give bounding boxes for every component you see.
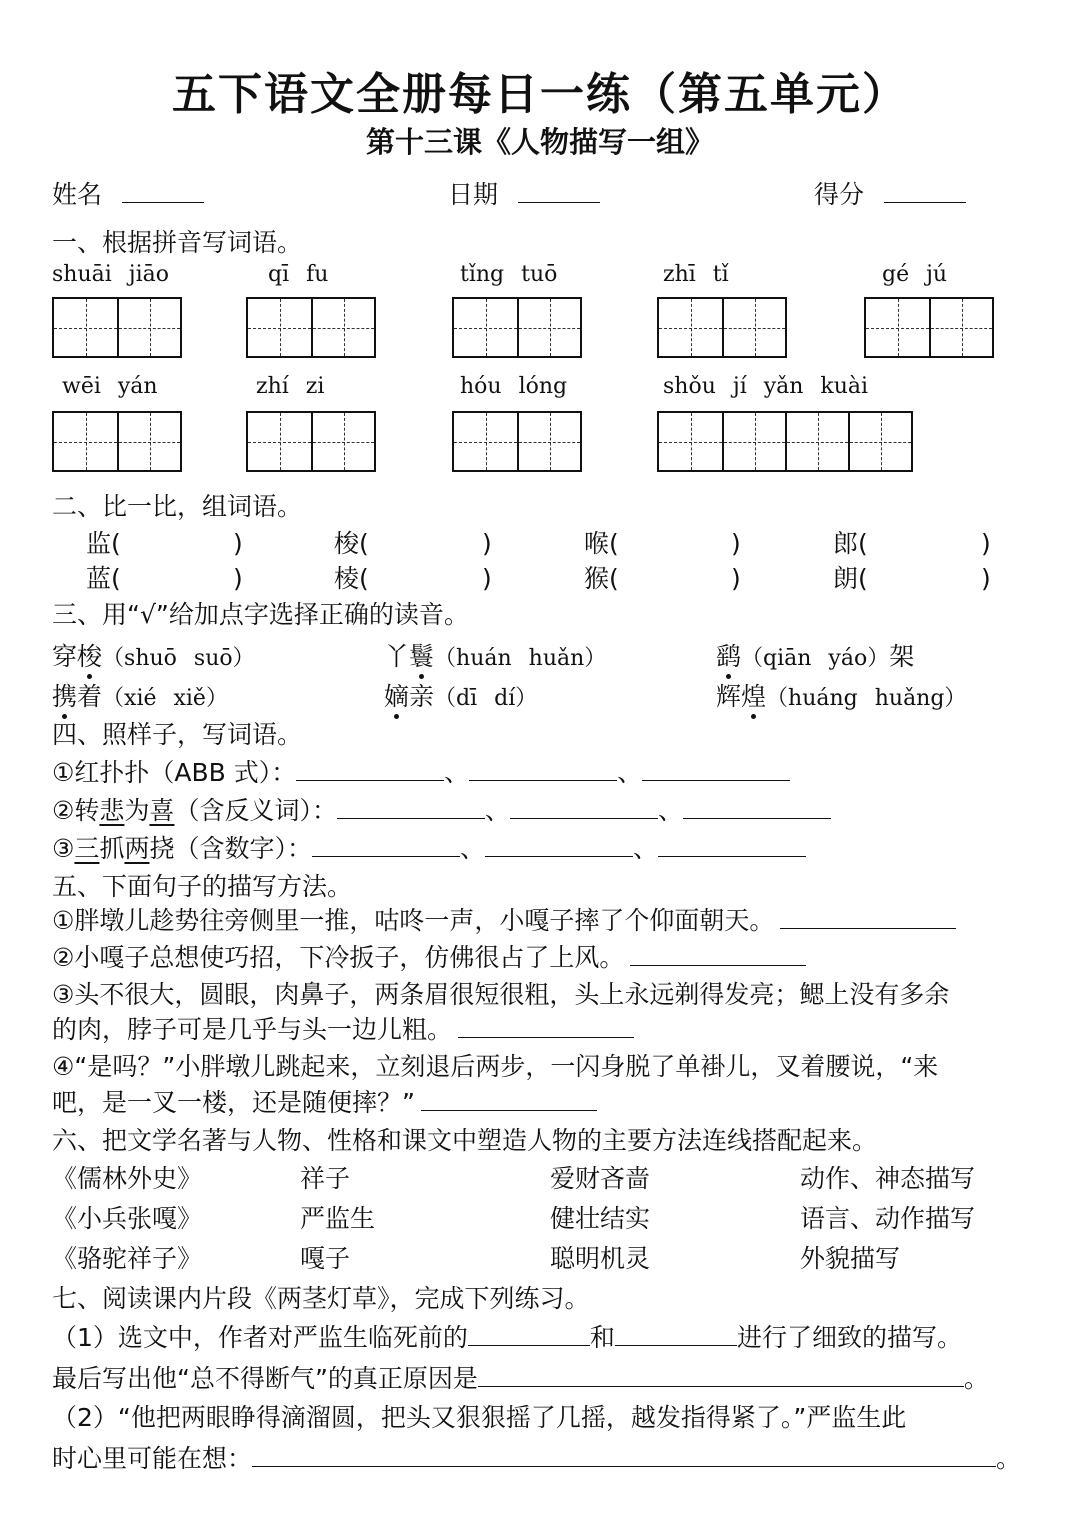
reading-item: 穿梭（shuō suō）	[52, 642, 255, 671]
page-subtitle: 第十三课《人物描写一组》	[365, 125, 714, 159]
section1-heading: 一、根据拼音写词语。	[52, 228, 303, 257]
reading-item: 丫鬟（huán huǎn）	[384, 642, 607, 671]
paren-close: )	[731, 529, 741, 558]
score-label: 得分	[814, 180, 865, 209]
name-row	[52, 180, 204, 210]
writing-grid[interactable]	[246, 411, 376, 472]
answer-blank[interactable]	[252, 1465, 996, 1467]
compare-item: 郎(	[833, 529, 868, 558]
method-item[interactable]: 语言、动作描写	[800, 1204, 976, 1233]
writing-grid[interactable]	[657, 411, 913, 472]
answer-blank[interactable]	[630, 964, 806, 966]
person-item[interactable]: 嘎子	[300, 1244, 351, 1273]
answer-blank[interactable]	[421, 1109, 597, 1111]
trait-item[interactable]: 健壮结实	[550, 1204, 651, 1233]
writing-grid[interactable]	[864, 297, 994, 358]
pinyin-label: zhī tǐ	[663, 262, 729, 287]
score-blank[interactable]	[884, 201, 966, 203]
compare-item: 喉(	[584, 529, 619, 558]
reading-q1a: （1）选文中，作者对严监生临死前的 和 进行了细致的描写。	[52, 1323, 962, 1352]
book-item[interactable]: 《儒林外史》	[52, 1164, 203, 1193]
paren-close: )	[482, 529, 492, 558]
answer-blank[interactable]	[469, 779, 617, 781]
trait-item[interactable]: 爱财吝啬	[550, 1164, 651, 1193]
answer-blank[interactable]	[296, 779, 444, 781]
sentence-3a: ③头不很大，圆眼，肉鼻子，两条眉很短很粗，头上永远剃得发亮；鳃上没有多余	[52, 980, 950, 1009]
writing-grid[interactable]	[52, 297, 182, 358]
book-item[interactable]: 《小兵张嘎》	[52, 1204, 203, 1233]
answer-blank[interactable]	[510, 817, 658, 819]
section7-heading: 七、阅读课内片段《两茎灯草》，完成下列练习。	[52, 1284, 590, 1313]
sentence-1: ①胖墩儿趁势往旁侧里一推，咕咚一声，小嘎子摔了个仰面朝天。	[52, 906, 956, 936]
compare-item: 朗(	[833, 564, 868, 593]
method-item[interactable]: 外貌描写	[800, 1244, 901, 1273]
pinyin-label: zhí zi	[256, 374, 325, 399]
date-blank[interactable]	[518, 201, 600, 203]
name-blank[interactable]	[122, 201, 204, 203]
paren-close: )	[731, 564, 741, 593]
section2-heading: 二、比一比，组词语。	[52, 492, 303, 521]
example-line-2: ②转悲为喜（含反义词）： 、 、	[52, 796, 831, 826]
section6-heading: 六、把文学名著与人物、性格和课文中塑造人物的主要方法连线搭配起来。	[52, 1126, 878, 1155]
reading-item: 携着（xié xiě）	[52, 682, 228, 711]
answer-blank[interactable]	[780, 927, 956, 929]
score-row	[814, 180, 966, 210]
paren-close: )	[233, 564, 243, 593]
answer-blank[interactable]	[642, 779, 790, 781]
person-item[interactable]: 严监生	[300, 1204, 376, 1233]
example-line-1: ①红扑扑（ABB 式）： 、 、	[52, 758, 790, 788]
paren-close: )	[981, 529, 991, 558]
section3-heading: 三、用“√”给加点字选择正确的读音。	[52, 600, 469, 629]
pinyin-label: tǐng tuō	[460, 262, 558, 287]
compare-item: 猴(	[584, 564, 619, 593]
reading-item: 鹞（qiān yáo）架	[716, 642, 915, 671]
paren-close: )	[482, 564, 492, 593]
person-item[interactable]: 祥子	[300, 1164, 351, 1193]
answer-blank[interactable]	[478, 1385, 964, 1387]
answer-blank[interactable]	[485, 855, 633, 857]
pinyin-label: wēi yán	[62, 374, 158, 399]
answer-blank[interactable]	[615, 1344, 737, 1346]
pinyin-label: hóu lóng	[460, 374, 568, 399]
reading-q2b: 时心里可能在想： 。	[52, 1444, 1022, 1473]
answer-blank[interactable]	[458, 1036, 634, 1038]
pinyin-label: shǒu jí yǎn kuài	[663, 374, 869, 399]
writing-grid[interactable]	[52, 411, 182, 472]
page-title: 五下语文全册每日一练（第五单元）	[172, 69, 908, 120]
date-row	[448, 180, 600, 210]
pinyin-label: qī fu	[268, 262, 329, 287]
writing-grid[interactable]	[452, 411, 582, 472]
writing-grid[interactable]	[246, 297, 376, 358]
compare-item: 监(	[86, 529, 121, 558]
sentence-2: ②小嘎子总想使巧招，下冷扳子，仿佛很占了上风。	[52, 943, 806, 973]
reading-q2a: （2）“他把两眼睁得滴溜圆，把头又狠狠摇了几摇，越发指得紧了。”严监生此	[52, 1403, 907, 1432]
name-label: 姓名	[52, 180, 103, 209]
pinyin-label: gé jú	[882, 262, 948, 287]
section5-heading: 五、下面句子的描写方法。	[52, 872, 353, 901]
compare-item: 棱(	[334, 564, 369, 593]
paren-close: )	[233, 529, 243, 558]
trait-item[interactable]: 聪明机灵	[550, 1244, 651, 1273]
reading-item: 辉煌（huáng huǎng）	[716, 682, 967, 711]
pinyin-label: shuāi jiāo	[52, 262, 169, 287]
compare-item: 蓝(	[86, 564, 121, 593]
answer-blank[interactable]	[658, 855, 806, 857]
compare-item: 梭(	[334, 529, 369, 558]
sentence-4b: 吧，是一叉一楼，还是随便摔？”	[52, 1088, 597, 1118]
answer-blank[interactable]	[312, 855, 460, 857]
section4-heading: 四、照样子，写词语。	[52, 720, 303, 749]
answer-blank[interactable]	[468, 1344, 590, 1346]
reading-q1b: 最后写出他“总不得断气”的真正原因是 。	[52, 1364, 989, 1393]
sentence-3b: 的肉，脖子可是几乎与头一边儿粗。	[52, 1015, 634, 1045]
reading-item: 嫡亲（dī dí）	[384, 682, 538, 711]
method-item[interactable]: 动作、神态描写	[800, 1164, 976, 1193]
example-line-3: ③三抓两挠（含数字）： 、 、	[52, 834, 806, 864]
sentence-4a: ④“是吗？”小胖墩儿跳起来，立刻退后两步，一闪身脱了单褂儿，叉着腰说，“来	[52, 1052, 939, 1081]
answer-blank[interactable]	[337, 817, 485, 819]
book-item[interactable]: 《骆驼祥子》	[52, 1244, 203, 1273]
paren-close: )	[981, 564, 991, 593]
answer-blank[interactable]	[683, 817, 831, 819]
date-label: 日期	[448, 180, 499, 209]
writing-grid[interactable]	[452, 297, 582, 358]
writing-grid[interactable]	[657, 297, 787, 358]
